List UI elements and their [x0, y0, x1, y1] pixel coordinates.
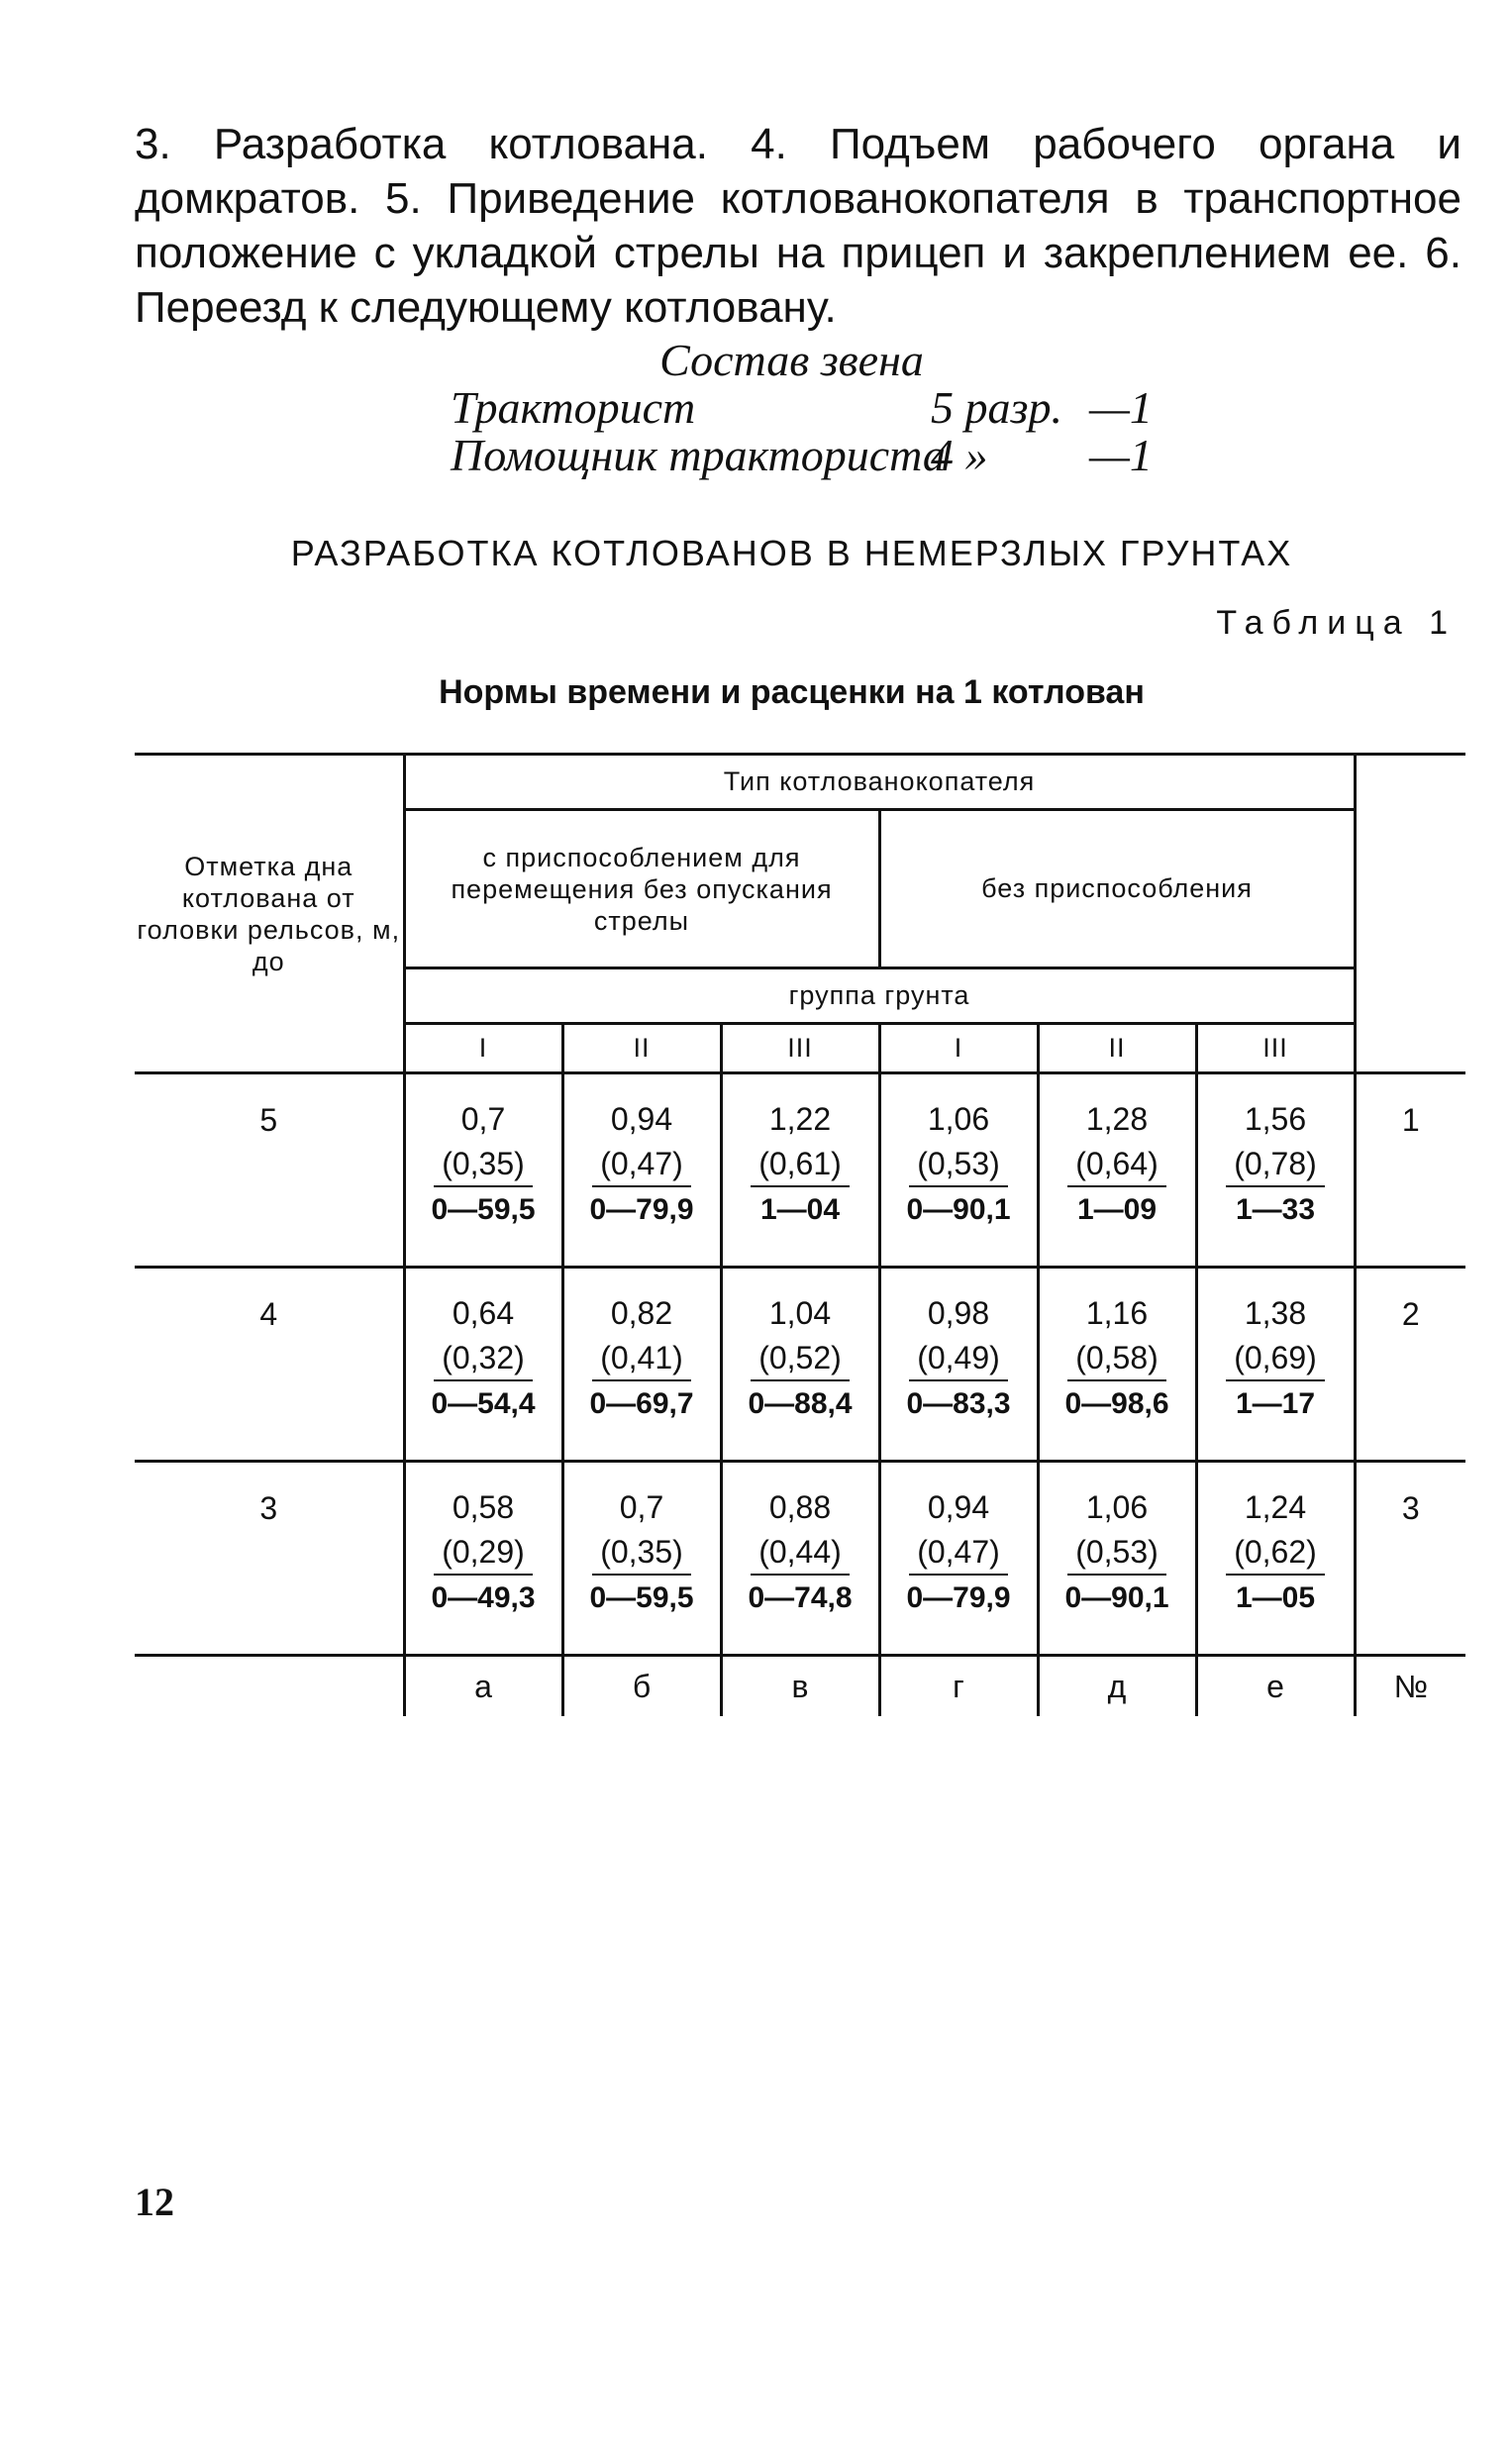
price-rate: 0—79,9	[906, 1581, 1011, 1614]
group-cell: III	[721, 1024, 879, 1073]
value-cell	[562, 1268, 721, 1462]
group-cell: I	[879, 1024, 1038, 1073]
time-norm-secondary: (0,64)	[1067, 1142, 1166, 1187]
crew-row	[0, 384, 1512, 432]
value-cell	[1196, 1462, 1355, 1656]
time-norm: 1,24	[1244, 1489, 1307, 1525]
time-norm-secondary: (0,62)	[1226, 1530, 1325, 1576]
price-rate: 0—98,6	[1064, 1387, 1169, 1420]
time-norm-secondary: (0,44)	[751, 1530, 850, 1576]
time-norm: 0,98	[927, 1295, 990, 1331]
price-rate: 0—90,1	[1064, 1581, 1169, 1614]
crew-title: Состав звена	[659, 335, 924, 385]
time-norm-secondary: (0,58)	[1067, 1336, 1166, 1381]
column-letter: б	[562, 1656, 721, 1717]
time-norm-secondary: (0,47)	[592, 1142, 691, 1187]
time-norm: 1,56	[1244, 1101, 1307, 1137]
page-number: 12	[135, 2180, 174, 2224]
time-norm: 0,7	[619, 1489, 664, 1525]
time-norm: 1,28	[1085, 1101, 1149, 1137]
value-cell	[721, 1462, 879, 1656]
column-letter: в	[721, 1656, 879, 1717]
table-row	[135, 1268, 1465, 1462]
intro-paragraph	[135, 117, 1462, 335]
price-rate: 1—17	[1235, 1387, 1316, 1420]
price-rate: 1—04	[759, 1193, 841, 1226]
group-cell: II	[1038, 1024, 1196, 1073]
time-norm: 1,06	[1085, 1489, 1149, 1525]
price-rate: 1—05	[1235, 1581, 1316, 1614]
crew-count: —1	[1089, 430, 1153, 480]
value-cell	[879, 1073, 1038, 1268]
value-cell	[404, 1073, 562, 1268]
price-rate: 0—74,8	[748, 1581, 853, 1614]
number-sign: №	[1355, 1656, 1465, 1717]
price-rate: 0—49,3	[431, 1581, 536, 1614]
crew-count: —1	[1089, 382, 1153, 433]
time-norm: 0,94	[927, 1489, 990, 1525]
time-norm: 1,04	[768, 1295, 832, 1331]
time-norm-secondary: (0,35)	[592, 1530, 691, 1576]
column-letter: д	[1038, 1656, 1196, 1717]
group-cell: III	[1196, 1024, 1355, 1073]
price-rate: 0—90,1	[906, 1193, 1011, 1226]
crew-role: Тракторист	[451, 382, 696, 433]
time-norm-secondary: (0,49)	[909, 1336, 1008, 1381]
price-rate: 0—69,7	[589, 1387, 694, 1420]
value-cell	[404, 1268, 562, 1462]
value-cell	[562, 1073, 721, 1268]
row-mark: 4	[135, 1268, 404, 1462]
value-cell	[1196, 1073, 1355, 1268]
time-norm-secondary: (0,69)	[1226, 1336, 1325, 1381]
time-norm: 1,22	[768, 1101, 832, 1137]
time-norm-secondary: (0,61)	[751, 1142, 850, 1187]
price-rate: 0—59,5	[589, 1581, 694, 1614]
section-title: РАЗРАБОТКА КОТЛОВАНОВ В НЕМЕРЗЛЫХ ГРУНТАХ	[290, 533, 1293, 573]
time-norm: 0,58	[452, 1489, 515, 1525]
type-with-attachment: с приспособлением для перемещения без опускания стрелы	[404, 810, 879, 968]
table-label: Таблица 1	[1216, 604, 1457, 642]
table-row	[135, 1462, 1465, 1656]
table-row	[135, 1073, 1465, 1268]
time-norm-secondary: (0,47)	[909, 1530, 1008, 1576]
value-cell	[562, 1462, 721, 1656]
value-cell	[721, 1268, 879, 1462]
norms-table	[135, 753, 1465, 1716]
time-norm: 0,94	[610, 1101, 673, 1137]
crew-role: Помощник тракториста	[451, 430, 946, 480]
row-number: 2	[1355, 1268, 1465, 1462]
price-rate: 1—33	[1235, 1193, 1316, 1226]
time-norm-secondary: (0,35)	[434, 1142, 533, 1187]
row-number: 1	[1355, 1073, 1465, 1268]
row-mark: 5	[135, 1073, 404, 1268]
row-number: 3	[1355, 1462, 1465, 1656]
value-cell	[1038, 1073, 1196, 1268]
price-rate: 0—79,9	[589, 1193, 694, 1226]
time-norm: 0,88	[768, 1489, 832, 1525]
value-cell	[1038, 1268, 1196, 1462]
time-norm-secondary: (0,53)	[1067, 1530, 1166, 1576]
row-header-text: Отметка дна котлована от головки рельсов, м, до	[137, 851, 401, 976]
time-norm-secondary: (0,41)	[592, 1336, 691, 1381]
value-cell	[1038, 1462, 1196, 1656]
row-mark: 3	[135, 1462, 404, 1656]
value-cell	[879, 1268, 1038, 1462]
column-letter: г	[879, 1656, 1038, 1717]
row-header	[135, 755, 404, 1073]
type-without-attachment: без приспособления	[879, 810, 1355, 968]
soil-group-header: группа грунта	[404, 968, 1355, 1024]
time-norm-secondary: (0,53)	[909, 1142, 1008, 1187]
time-norm: 0,82	[610, 1295, 673, 1331]
column-letter: а	[404, 1656, 562, 1717]
time-norm: 1,38	[1244, 1295, 1307, 1331]
time-norm: 1,16	[1085, 1295, 1149, 1331]
price-rate: 0—88,4	[748, 1387, 853, 1420]
type-header: Тип котлованокопателя	[404, 755, 1355, 810]
crew-rank: 4 »	[931, 430, 988, 480]
time-norm-secondary: (0,32)	[434, 1336, 533, 1381]
value-cell	[721, 1073, 879, 1268]
time-norm: 0,64	[452, 1295, 515, 1331]
crew-composition	[0, 337, 1512, 479]
price-rate: 0—59,5	[431, 1193, 536, 1226]
num-header-cell	[1355, 755, 1465, 1073]
time-norm: 0,7	[460, 1101, 506, 1137]
footer-empty-cell	[135, 1656, 404, 1717]
crew-rank: 5 разр.	[931, 382, 1062, 433]
table-caption: Нормы времени и расценки на 1 котлован	[439, 673, 1145, 711]
crew-row	[0, 432, 1512, 479]
time-norm-secondary: (0,52)	[751, 1336, 850, 1381]
time-norm-secondary: (0,78)	[1226, 1142, 1325, 1187]
intro-text: 3. Разработка котлована. 4. Подъем рабочего органа и домкратов. 5. Приведение котлованокопателя в транспортное положение с укладкой стрелы на прицеп и закреплением ее. 6. Переезд к следующему котловану.	[135, 120, 1462, 332]
group-cell: I	[404, 1024, 562, 1073]
price-rate: 0—54,4	[431, 1387, 536, 1420]
value-cell	[1196, 1268, 1355, 1462]
time-norm-secondary: (0,29)	[434, 1530, 533, 1576]
price-rate: 0—83,3	[906, 1387, 1011, 1420]
footer-row	[135, 1656, 1465, 1717]
value-cell	[404, 1462, 562, 1656]
time-norm: 1,06	[927, 1101, 990, 1137]
group-cell: II	[562, 1024, 721, 1073]
column-letter: е	[1196, 1656, 1355, 1717]
header-row-type	[135, 755, 1465, 810]
value-cell	[879, 1462, 1038, 1656]
price-rate: 1—09	[1076, 1193, 1158, 1226]
